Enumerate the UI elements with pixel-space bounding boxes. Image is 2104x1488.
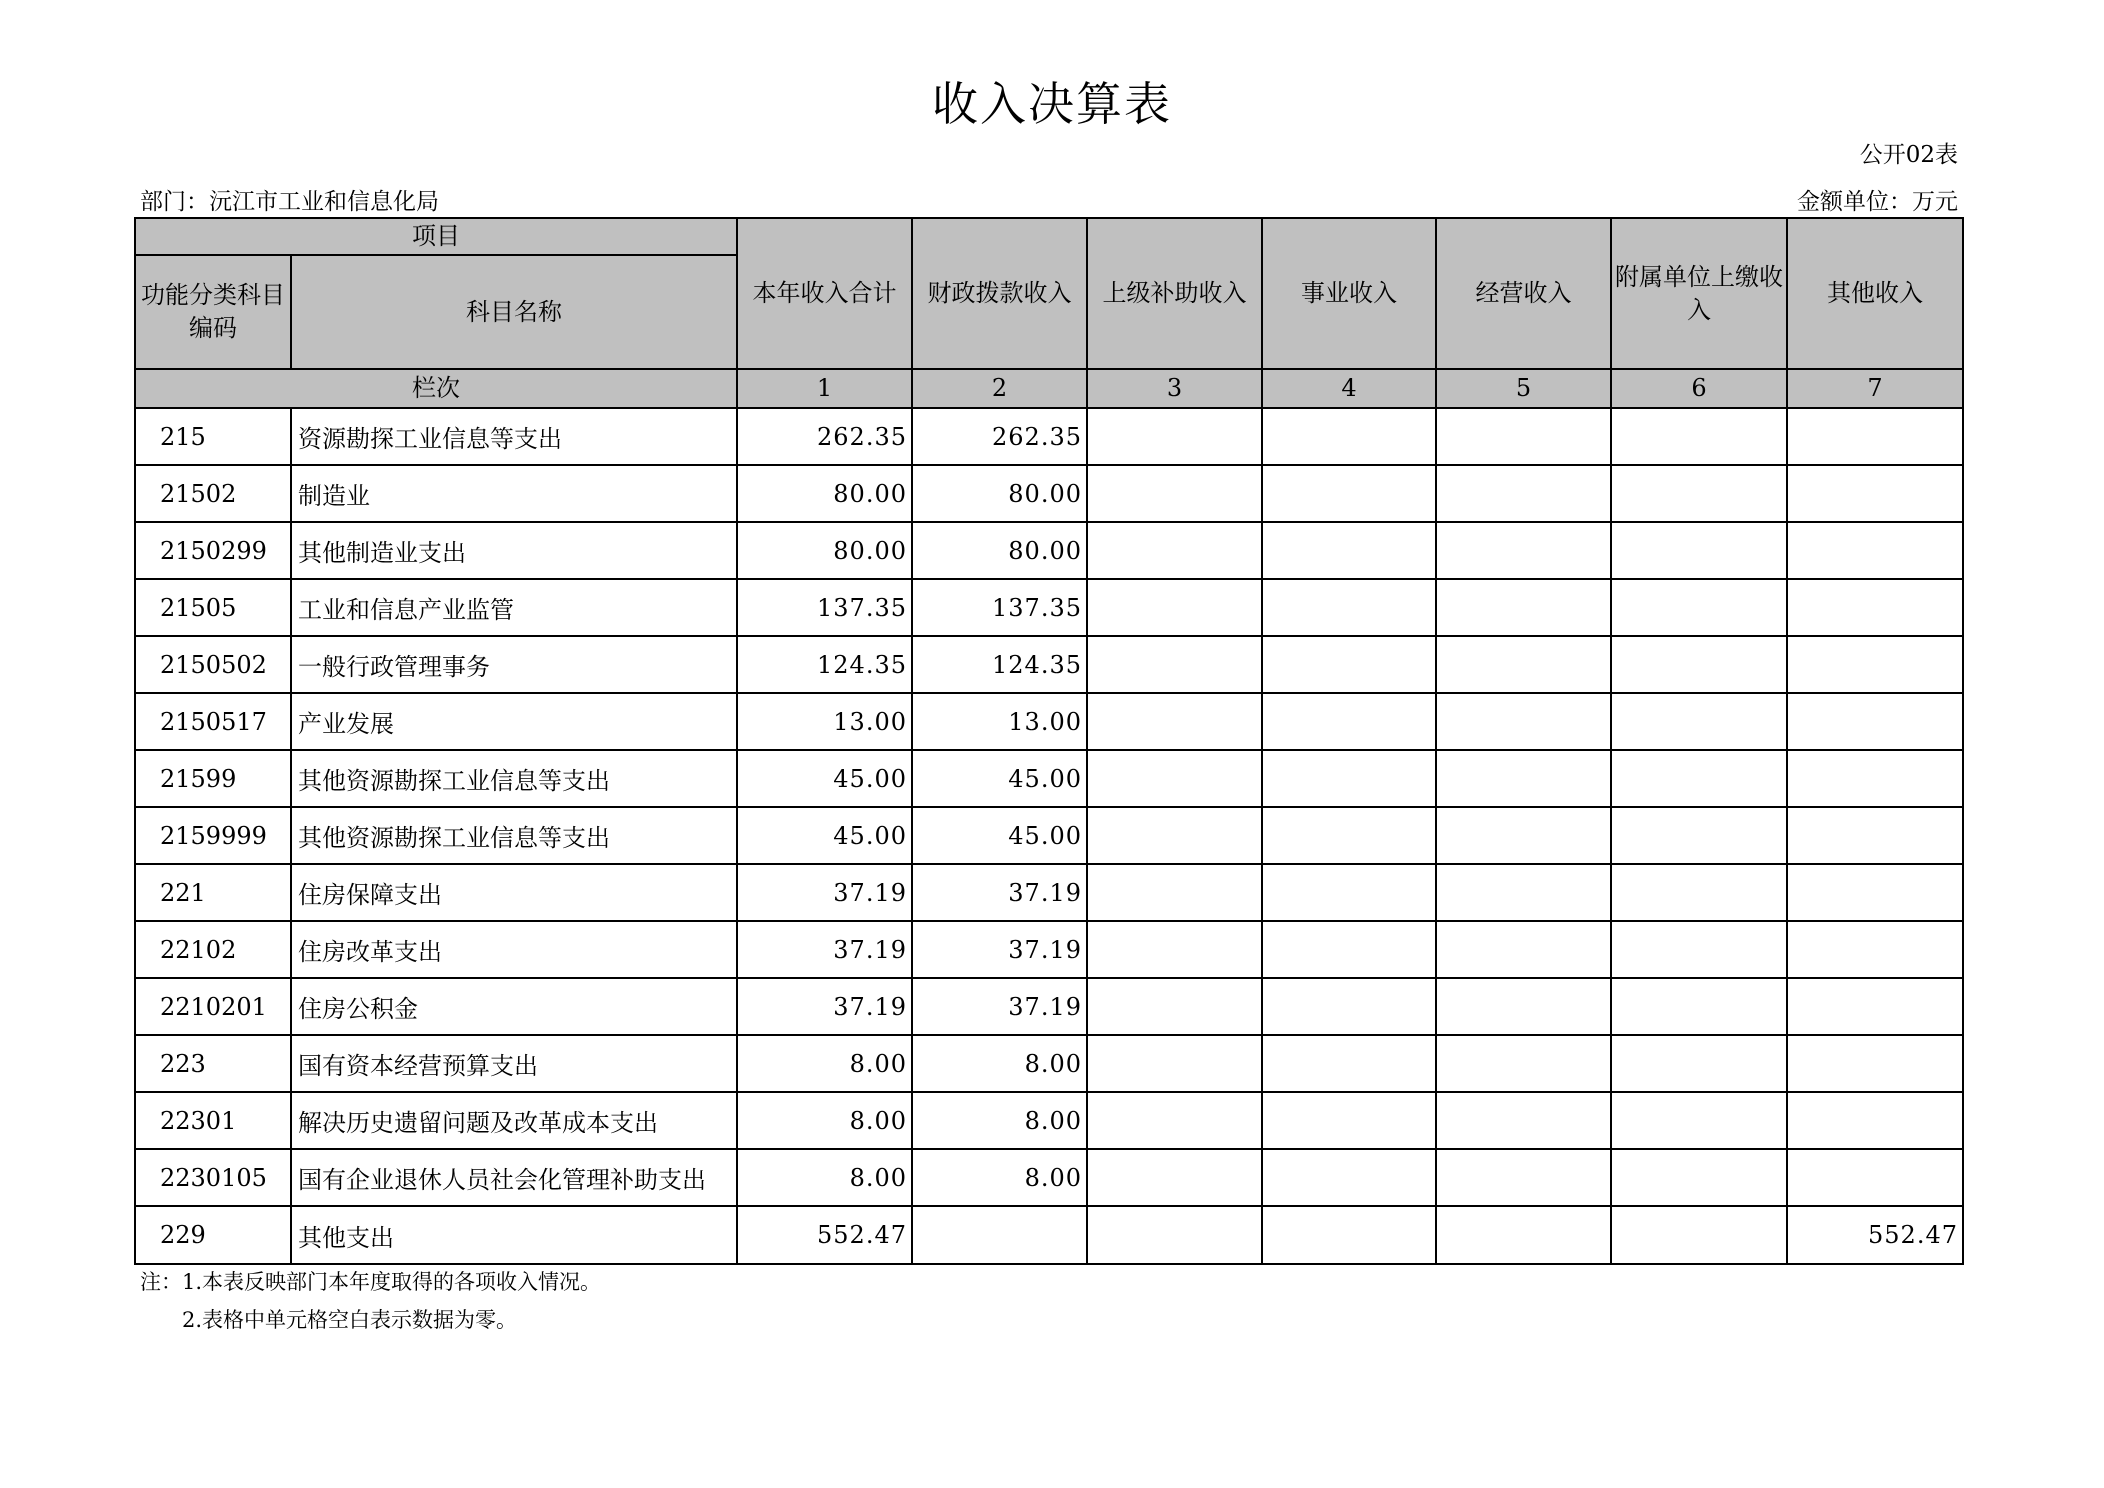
header-item: 项目 <box>135 218 737 255</box>
header-col-business: 事业收入 <box>1262 218 1436 369</box>
row-value-col-4 <box>1262 864 1436 921</box>
row-value-col-6 <box>1611 1092 1787 1149</box>
row-code: 2150502 <box>135 636 291 693</box>
row-code: 22301 <box>135 1092 291 1149</box>
row-value-col-5 <box>1436 1035 1611 1092</box>
row-value-col-1: 37.19 <box>737 978 912 1035</box>
row-value-col-2: 8.00 <box>912 1149 1087 1206</box>
row-value-col-7: 552.47 <box>1787 1206 1963 1264</box>
row-value-col-7 <box>1787 978 1963 1035</box>
table-row <box>135 465 1963 522</box>
note-1: 注：1.本表反映部门本年度取得的各项收入情况。 <box>140 1270 602 1294</box>
row-value-col-4 <box>1262 579 1436 636</box>
row-value-col-4 <box>1262 465 1436 522</box>
page-title: 收入决算表 <box>932 77 1172 131</box>
row-value-col-5 <box>1436 1149 1611 1206</box>
row-code: 223 <box>135 1035 291 1092</box>
row-value-col-5 <box>1436 921 1611 978</box>
row-value-col-4 <box>1262 1149 1436 1206</box>
table-header <box>135 218 1963 408</box>
row-value-col-2: 37.19 <box>912 864 1087 921</box>
row-name: 国有企业退休人员社会化管理补助支出 <box>291 1149 737 1206</box>
row-value-col-7 <box>1787 750 1963 807</box>
row-value-col-3 <box>1087 1035 1262 1092</box>
row-value-col-1: 45.00 <box>737 750 912 807</box>
row-name: 住房公积金 <box>291 978 737 1035</box>
row-name: 其他资源勘探工业信息等支出 <box>291 807 737 864</box>
row-value-col-2 <box>912 1206 1087 1264</box>
row-value-col-7 <box>1787 579 1963 636</box>
row-value-col-5 <box>1436 978 1611 1035</box>
row-name: 国有资本经营预算支出 <box>291 1035 737 1092</box>
row-value-col-2: 8.00 <box>912 1092 1087 1149</box>
row-value-col-7 <box>1787 693 1963 750</box>
row-code: 2159999 <box>135 807 291 864</box>
row-value-col-4 <box>1262 807 1436 864</box>
row-value-col-5 <box>1436 1092 1611 1149</box>
row-value-col-3 <box>1087 465 1262 522</box>
header-col-other: 其他收入 <box>1787 218 1963 369</box>
row-value-col-6 <box>1611 465 1787 522</box>
row-value-col-3 <box>1087 693 1262 750</box>
row-value-col-1: 262.35 <box>737 408 912 465</box>
row-value-col-6 <box>1611 1206 1787 1264</box>
row-value-col-1: 124.35 <box>737 636 912 693</box>
row-code: 2150299 <box>135 522 291 579</box>
row-value-col-5 <box>1436 636 1611 693</box>
table-row <box>135 1206 1963 1264</box>
header-col-total: 本年收入合计 <box>737 218 912 369</box>
row-value-col-7 <box>1787 522 1963 579</box>
row-value-col-6 <box>1611 864 1787 921</box>
row-value-col-3 <box>1087 1149 1262 1206</box>
row-value-col-7 <box>1787 1035 1963 1092</box>
department-label: 部门：沅江市工业和信息化局 <box>140 189 439 215</box>
row-value-col-2: 45.00 <box>912 750 1087 807</box>
row-value-col-4 <box>1262 693 1436 750</box>
row-value-col-5 <box>1436 693 1611 750</box>
header-seq: 3 <box>1087 369 1262 408</box>
table-row <box>135 408 1963 465</box>
table-body <box>135 408 1963 1264</box>
row-value-col-7 <box>1787 465 1963 522</box>
row-value-col-5 <box>1436 408 1611 465</box>
header-seq-label: 栏次 <box>135 369 737 408</box>
row-value-col-1: 37.19 <box>737 921 912 978</box>
row-value-col-1: 8.00 <box>737 1092 912 1149</box>
row-value-col-2: 80.00 <box>912 465 1087 522</box>
row-name: 其他支出 <box>291 1206 737 1264</box>
row-name: 住房改革支出 <box>291 921 737 978</box>
row-value-col-5 <box>1436 807 1611 864</box>
header-seq: 7 <box>1787 369 1963 408</box>
table-row <box>135 579 1963 636</box>
header-seq: 2 <box>912 369 1087 408</box>
row-name: 工业和信息产业监管 <box>291 579 737 636</box>
header-seq: 6 <box>1611 369 1787 408</box>
row-value-col-1: 80.00 <box>737 465 912 522</box>
row-name: 其他资源勘探工业信息等支出 <box>291 750 737 807</box>
row-code: 21599 <box>135 750 291 807</box>
row-value-col-6 <box>1611 636 1787 693</box>
table-row <box>135 750 1963 807</box>
row-value-col-6 <box>1611 579 1787 636</box>
amount-unit-label: 金额单位：万元 <box>1797 189 1958 215</box>
row-value-col-3 <box>1087 1206 1262 1264</box>
row-name: 制造业 <box>291 465 737 522</box>
row-value-col-4 <box>1262 921 1436 978</box>
row-value-col-6 <box>1611 978 1787 1035</box>
header-col-superior-subsidy: 上级补助收入 <box>1087 218 1262 369</box>
row-value-col-7 <box>1787 408 1963 465</box>
row-value-col-5 <box>1436 465 1611 522</box>
row-value-col-7 <box>1787 1092 1963 1149</box>
row-value-col-4 <box>1262 1035 1436 1092</box>
header-col-affiliated: 附属单位上缴收入 <box>1611 218 1787 369</box>
header-seq: 5 <box>1436 369 1611 408</box>
row-value-col-3 <box>1087 921 1262 978</box>
row-code: 2150517 <box>135 693 291 750</box>
table-row <box>135 921 1963 978</box>
row-value-col-4 <box>1262 522 1436 579</box>
form-number: 公开02表 <box>1859 142 1958 168</box>
row-value-col-3 <box>1087 636 1262 693</box>
row-value-col-1: 552.47 <box>737 1206 912 1264</box>
table-row <box>135 636 1963 693</box>
row-value-col-1: 8.00 <box>737 1149 912 1206</box>
row-value-col-7 <box>1787 1149 1963 1206</box>
row-value-col-7 <box>1787 864 1963 921</box>
row-value-col-3 <box>1087 579 1262 636</box>
row-value-col-5 <box>1436 522 1611 579</box>
header-name: 科目名称 <box>291 255 737 369</box>
row-value-col-6 <box>1611 522 1787 579</box>
row-value-col-2: 45.00 <box>912 807 1087 864</box>
row-code: 215 <box>135 408 291 465</box>
row-name: 资源勘探工业信息等支出 <box>291 408 737 465</box>
row-value-col-6 <box>1611 1149 1787 1206</box>
row-value-col-6 <box>1611 1035 1787 1092</box>
table-row <box>135 807 1963 864</box>
row-value-col-3 <box>1087 1092 1262 1149</box>
table-row <box>135 522 1963 579</box>
row-name: 其他制造业支出 <box>291 522 737 579</box>
row-name: 住房保障支出 <box>291 864 737 921</box>
row-value-col-6 <box>1611 693 1787 750</box>
header-col-operating: 经营收入 <box>1436 218 1611 369</box>
row-code: 2230105 <box>135 1149 291 1206</box>
income-final-accounts-table <box>134 217 1964 1265</box>
header-code: 功能分类科目编码 <box>135 255 291 369</box>
row-value-col-7 <box>1787 807 1963 864</box>
table-row <box>135 978 1963 1035</box>
row-code: 21502 <box>135 465 291 522</box>
row-name: 产业发展 <box>291 693 737 750</box>
header-seq: 4 <box>1262 369 1436 408</box>
row-value-col-2: 13.00 <box>912 693 1087 750</box>
table-row <box>135 1092 1963 1149</box>
row-name: 解决历史遗留问题及改革成本支出 <box>291 1092 737 1149</box>
table-row <box>135 1149 1963 1206</box>
row-value-col-2: 124.35 <box>912 636 1087 693</box>
row-value-col-2: 137.35 <box>912 579 1087 636</box>
row-code: 21505 <box>135 579 291 636</box>
row-value-col-1: 8.00 <box>737 1035 912 1092</box>
row-value-col-2: 262.35 <box>912 408 1087 465</box>
row-value-col-5 <box>1436 1206 1611 1264</box>
header-col-fiscal: 财政拨款收入 <box>912 218 1087 369</box>
note-2: 2.表格中单元格空白表示数据为零。 <box>182 1308 518 1332</box>
row-value-col-2: 8.00 <box>912 1035 1087 1092</box>
row-value-col-1: 13.00 <box>737 693 912 750</box>
row-value-col-4 <box>1262 750 1436 807</box>
row-code: 2210201 <box>135 978 291 1035</box>
row-value-col-3 <box>1087 522 1262 579</box>
row-value-col-3 <box>1087 408 1262 465</box>
row-value-col-3 <box>1087 864 1262 921</box>
row-value-col-6 <box>1611 408 1787 465</box>
row-value-col-6 <box>1611 921 1787 978</box>
row-value-col-5 <box>1436 579 1611 636</box>
row-value-col-4 <box>1262 408 1436 465</box>
row-value-col-4 <box>1262 1206 1436 1264</box>
row-name: 一般行政管理事务 <box>291 636 737 693</box>
row-value-col-1: 80.00 <box>737 522 912 579</box>
row-value-col-1: 137.35 <box>737 579 912 636</box>
table-row <box>135 693 1963 750</box>
row-value-col-2: 37.19 <box>912 921 1087 978</box>
row-value-col-5 <box>1436 864 1611 921</box>
row-value-col-4 <box>1262 636 1436 693</box>
row-value-col-1: 45.00 <box>737 807 912 864</box>
row-value-col-6 <box>1611 750 1787 807</box>
table-row <box>135 864 1963 921</box>
row-value-col-7 <box>1787 636 1963 693</box>
row-value-col-5 <box>1436 750 1611 807</box>
table-row <box>135 1035 1963 1092</box>
row-code: 22102 <box>135 921 291 978</box>
row-value-col-6 <box>1611 807 1787 864</box>
row-value-col-3 <box>1087 978 1262 1035</box>
row-value-col-2: 80.00 <box>912 522 1087 579</box>
row-value-col-1: 37.19 <box>737 864 912 921</box>
header-seq: 1 <box>737 369 912 408</box>
row-value-col-3 <box>1087 807 1262 864</box>
row-value-col-2: 37.19 <box>912 978 1087 1035</box>
row-value-col-4 <box>1262 1092 1436 1149</box>
row-value-col-4 <box>1262 978 1436 1035</box>
row-value-col-3 <box>1087 750 1262 807</box>
row-code: 221 <box>135 864 291 921</box>
row-code: 229 <box>135 1206 291 1264</box>
row-value-col-7 <box>1787 921 1963 978</box>
